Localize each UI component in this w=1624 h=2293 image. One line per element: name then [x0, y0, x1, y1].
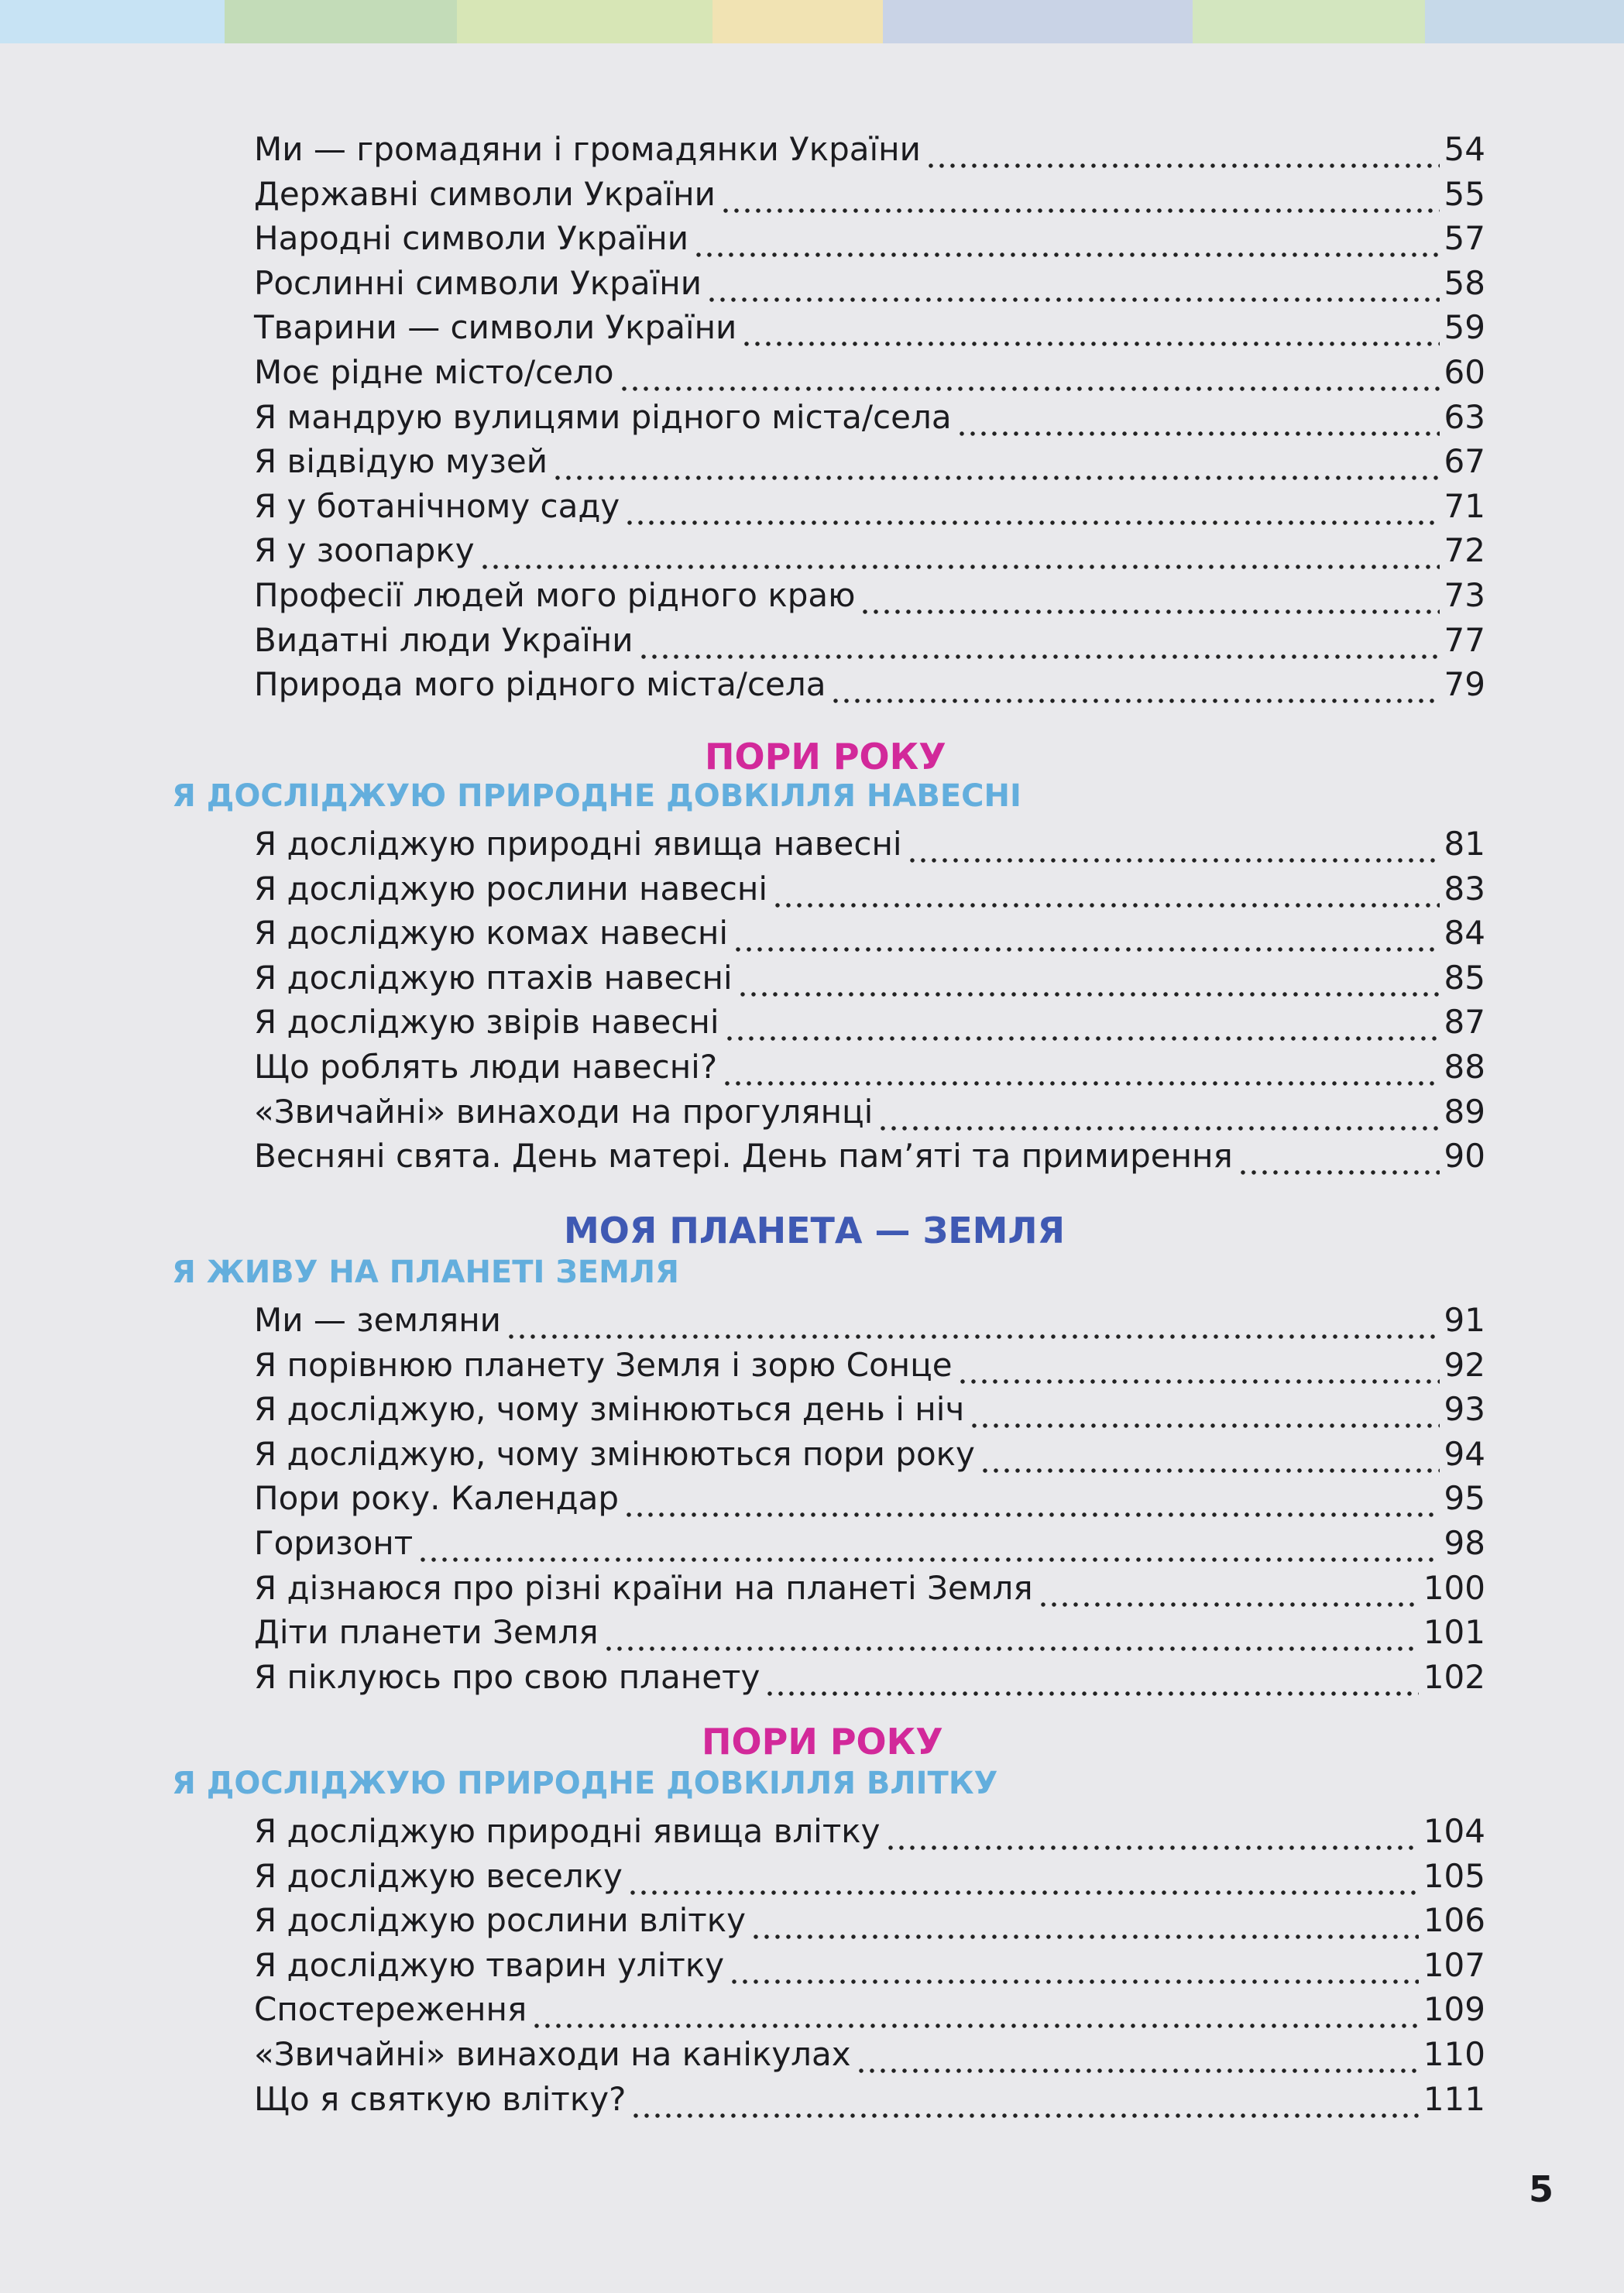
dot-leader [693, 217, 1440, 260]
toc-entry [254, 1988, 1485, 2031]
toc-entry-title: Тварини — символи України [254, 308, 737, 347]
toc-entry-title: Я досліджую природні явища влітку [254, 1812, 881, 1850]
toc-entry-page: 63 [1444, 397, 1485, 436]
toc-entry-page: 89 [1444, 1092, 1485, 1131]
toc-entry-title: Моє рідне місто/село [254, 353, 614, 391]
dot-leader [531, 1988, 1419, 2031]
dot-leader [638, 619, 1440, 662]
strip-segment [457, 0, 712, 43]
dot-leader [624, 485, 1439, 528]
dot-leader [877, 1090, 1439, 1134]
toc-entry-page: 83 [1444, 869, 1485, 908]
toc-entry [254, 1567, 1485, 1610]
toc-entry-title: Я відвідую музей [254, 442, 548, 481]
toc-entry-page: 111 [1423, 2079, 1485, 2118]
toc-entry [254, 911, 1485, 955]
dot-leader [737, 956, 1440, 1000]
toc-entry-title: Рослинні символи України [254, 263, 702, 302]
dot-leader [772, 867, 1440, 911]
dot-leader [603, 1611, 1419, 1654]
toc-entry [254, 529, 1485, 572]
dot-leader [627, 1855, 1419, 1898]
toc-entry [254, 262, 1485, 305]
dot-leader [722, 1045, 1439, 1089]
toc-entry-title: Я дізнаюся про різні країни на планеті Земля [254, 1568, 1033, 1607]
toc-entry [254, 1522, 1485, 1565]
toc-entry-title: Горизонт [254, 1524, 414, 1562]
page-number: 5 [1529, 2168, 1554, 2210]
toc-entry-page: 102 [1423, 1657, 1485, 1696]
section-subheading-spring: Я ДОСЛІДЖУЮ ПРИРОДНЕ ДОВКІЛЛЯ НАВЕСНІ [172, 778, 1021, 814]
dot-leader [750, 1899, 1419, 1942]
toc-entry-page: 90 [1444, 1137, 1485, 1176]
toc-entry-title: Спостереження [254, 1990, 527, 2029]
toc-entry-title: Видатні люди України [254, 620, 633, 659]
toc-entry-page: 67 [1444, 442, 1485, 481]
toc-entry [254, 128, 1485, 171]
toc-entry-title: Ми — земляни [254, 1301, 501, 1339]
toc-entry [254, 822, 1485, 866]
dot-leader [733, 911, 1440, 955]
dot-leader [956, 396, 1440, 439]
toc-entry [254, 1045, 1485, 1089]
toc-entry-title: Що я святкую влітку? [254, 2079, 627, 2118]
toc-entry-title: Я у ботанічному саду [254, 486, 620, 525]
toc-entry [254, 173, 1485, 216]
toc-entry [254, 663, 1485, 706]
toc-entry-page: 60 [1444, 353, 1485, 391]
toc-entry [254, 2033, 1485, 2076]
toc-entry [254, 1944, 1485, 1987]
toc-entry-title: Державні символи України [254, 174, 716, 213]
toc-entry-title: Народні символи України [254, 219, 688, 258]
strip-segment [883, 0, 1193, 43]
strip-segment [0, 0, 225, 43]
toc-entry [254, 1090, 1485, 1134]
dot-leader [706, 262, 1440, 305]
dot-leader [724, 1001, 1440, 1044]
toc-entry-page: 101 [1423, 1613, 1485, 1652]
dot-leader [623, 1477, 1440, 1520]
toc-entry-title: «Звичайні» винаходи на канікулах [254, 2035, 851, 2073]
toc-entry-page: 95 [1444, 1479, 1485, 1518]
dot-leader [741, 306, 1439, 349]
dot-leader [1038, 1567, 1419, 1610]
toc-entry-title: Я у зоопарку [254, 531, 475, 570]
toc-entry-title: Я досліджую комах навесні [254, 914, 729, 953]
toc-entry [254, 956, 1485, 1000]
toc-entry [254, 574, 1485, 617]
dot-leader [885, 1810, 1419, 1853]
toc-entry [254, 619, 1485, 662]
toc-entry-title: Я досліджую природні явища навесні [254, 825, 902, 863]
dot-leader [907, 822, 1440, 866]
toc-entry [254, 1611, 1485, 1654]
section-heading-summer: ПОРИ РОКУ [702, 1721, 943, 1763]
dot-leader [619, 351, 1440, 394]
top-color-strip [0, 0, 1624, 43]
toc-entry-page: 110 [1423, 2035, 1485, 2073]
strip-segment [712, 0, 883, 43]
toc-entry [254, 1477, 1485, 1520]
toc-entry-page: 106 [1423, 1901, 1485, 1940]
toc-entry-page: 72 [1444, 531, 1485, 570]
toc-entry [254, 1656, 1485, 1699]
section-subheading-summer: Я ДОСЛІДЖУЮ ПРИРОДНЕ ДОВКІЛЛЯ ВЛІТКУ [172, 1766, 998, 1801]
toc-entry-title: Я досліджую рослини навесні [254, 869, 768, 908]
strip-segment [1425, 0, 1624, 43]
toc-entry-page: 88 [1444, 1048, 1485, 1086]
dot-leader [980, 1433, 1440, 1476]
toc-entry-page: 71 [1444, 486, 1485, 525]
toc-entry-title: Я досліджую рослини влітку [254, 1901, 746, 1940]
toc-entry [254, 867, 1485, 911]
section-heading-spring: ПОРИ РОКУ [705, 736, 946, 777]
dot-leader [1238, 1134, 1440, 1178]
toc-entry-page: 55 [1444, 174, 1485, 213]
toc-entry-title: Природа мого рідного міста/села [254, 665, 826, 704]
toc-entry-page: 84 [1444, 914, 1485, 953]
dot-leader [479, 529, 1440, 572]
dot-leader [860, 574, 1439, 617]
section-subheading-planet: Я ЖИВУ НА ПЛАНЕТІ ЗЕМЛЯ [172, 1255, 679, 1290]
toc-entry-page: 105 [1423, 1856, 1485, 1895]
toc-entry-page: 81 [1444, 825, 1485, 863]
toc-entry-page: 73 [1444, 576, 1485, 614]
dot-leader [764, 1656, 1418, 1699]
toc-entry-title: Діти планети Земля [254, 1613, 599, 1652]
toc-entry [254, 306, 1485, 349]
toc-entry-title: Я досліджую, чому змінюються день і ніч [254, 1390, 965, 1429]
toc-entry-title: Весняні свята. День матері. День пам’яті та примирення [254, 1137, 1233, 1176]
toc-entry [254, 396, 1485, 439]
toc-entry-page: 59 [1444, 308, 1485, 347]
toc-entry [254, 351, 1485, 394]
strip-segment [1193, 0, 1425, 43]
toc-entry-page: 107 [1423, 1945, 1485, 1984]
toc-entry-page: 93 [1444, 1390, 1485, 1429]
toc-entry [254, 1810, 1485, 1853]
toc-entry-title: Я піклуюсь про свою планету [254, 1657, 760, 1696]
toc-entry-page: 100 [1423, 1568, 1485, 1607]
toc-entry [254, 440, 1485, 483]
dot-leader [417, 1522, 1439, 1565]
toc-entry [254, 1344, 1485, 1387]
dot-leader [720, 173, 1440, 216]
toc-entry-title: Я досліджую звірів навесні [254, 1003, 719, 1042]
toc-entry-title: Я досліджую, чому змінюються пори року [254, 1434, 975, 1473]
dot-leader [957, 1344, 1440, 1387]
toc-entry-title: Я досліджую тварин улітку [254, 1945, 725, 1984]
toc-entry-title: Професії людей мого рідного краю [254, 576, 856, 614]
toc-entry-page: 98 [1444, 1524, 1485, 1562]
toc-entry-page: 94 [1444, 1434, 1485, 1473]
toc-entry [254, 1001, 1485, 1044]
toc-entry [254, 1433, 1485, 1476]
toc-entry-title: Ми — громадяни і громадянки України [254, 130, 921, 168]
toc-entry-title: Пори року. Календар [254, 1479, 620, 1518]
toc-entry-page: 87 [1444, 1003, 1485, 1042]
toc-entry-title: Я досліджую птахів навесні [254, 958, 733, 997]
toc-entry-title: Я досліджую веселку [254, 1856, 623, 1895]
toc-entry [254, 1134, 1485, 1178]
dot-leader [925, 128, 1440, 171]
toc-entry-page: 104 [1423, 1812, 1485, 1850]
toc-entry-title: Я порівнюю планету Земля і зорю Сонце [254, 1345, 953, 1384]
toc-entry-page: 92 [1444, 1345, 1485, 1384]
dot-leader [552, 440, 1440, 483]
toc-entry [254, 485, 1485, 528]
toc-entry-page: 77 [1444, 620, 1485, 659]
toc-entry-page: 85 [1444, 958, 1485, 997]
toc-entry-page: 54 [1444, 130, 1485, 168]
toc-entry-page: 58 [1444, 263, 1485, 302]
toc-entry-page: 57 [1444, 219, 1485, 258]
toc-entry [254, 1388, 1485, 1431]
toc-entry-title: Я мандрую вулицями рідного міста/села [254, 397, 952, 436]
dot-leader [830, 663, 1439, 706]
toc-entry-title: «Звичайні» винаходи на прогулянці [254, 1092, 874, 1131]
dot-leader [506, 1299, 1440, 1342]
dot-leader [856, 2033, 1419, 2076]
toc-entry [254, 217, 1485, 260]
dot-leader [729, 1944, 1419, 1987]
toc-entry [254, 1899, 1485, 1942]
toc-entry [254, 1299, 1485, 1342]
toc-entry-page: 91 [1444, 1301, 1485, 1339]
toc-entry-page: 79 [1444, 665, 1485, 704]
toc-entry [254, 1855, 1485, 1898]
toc-entry-title: Що роблять люди навесні? [254, 1048, 718, 1086]
toc-entry [254, 2078, 1485, 2121]
section-heading-planet: МОЯ ПЛАНЕТА — ЗЕМЛЯ [564, 1210, 1066, 1251]
strip-segment [225, 0, 457, 43]
dot-leader [630, 2078, 1418, 2121]
toc-entry-page: 109 [1423, 1990, 1485, 2029]
dot-leader [969, 1388, 1439, 1431]
